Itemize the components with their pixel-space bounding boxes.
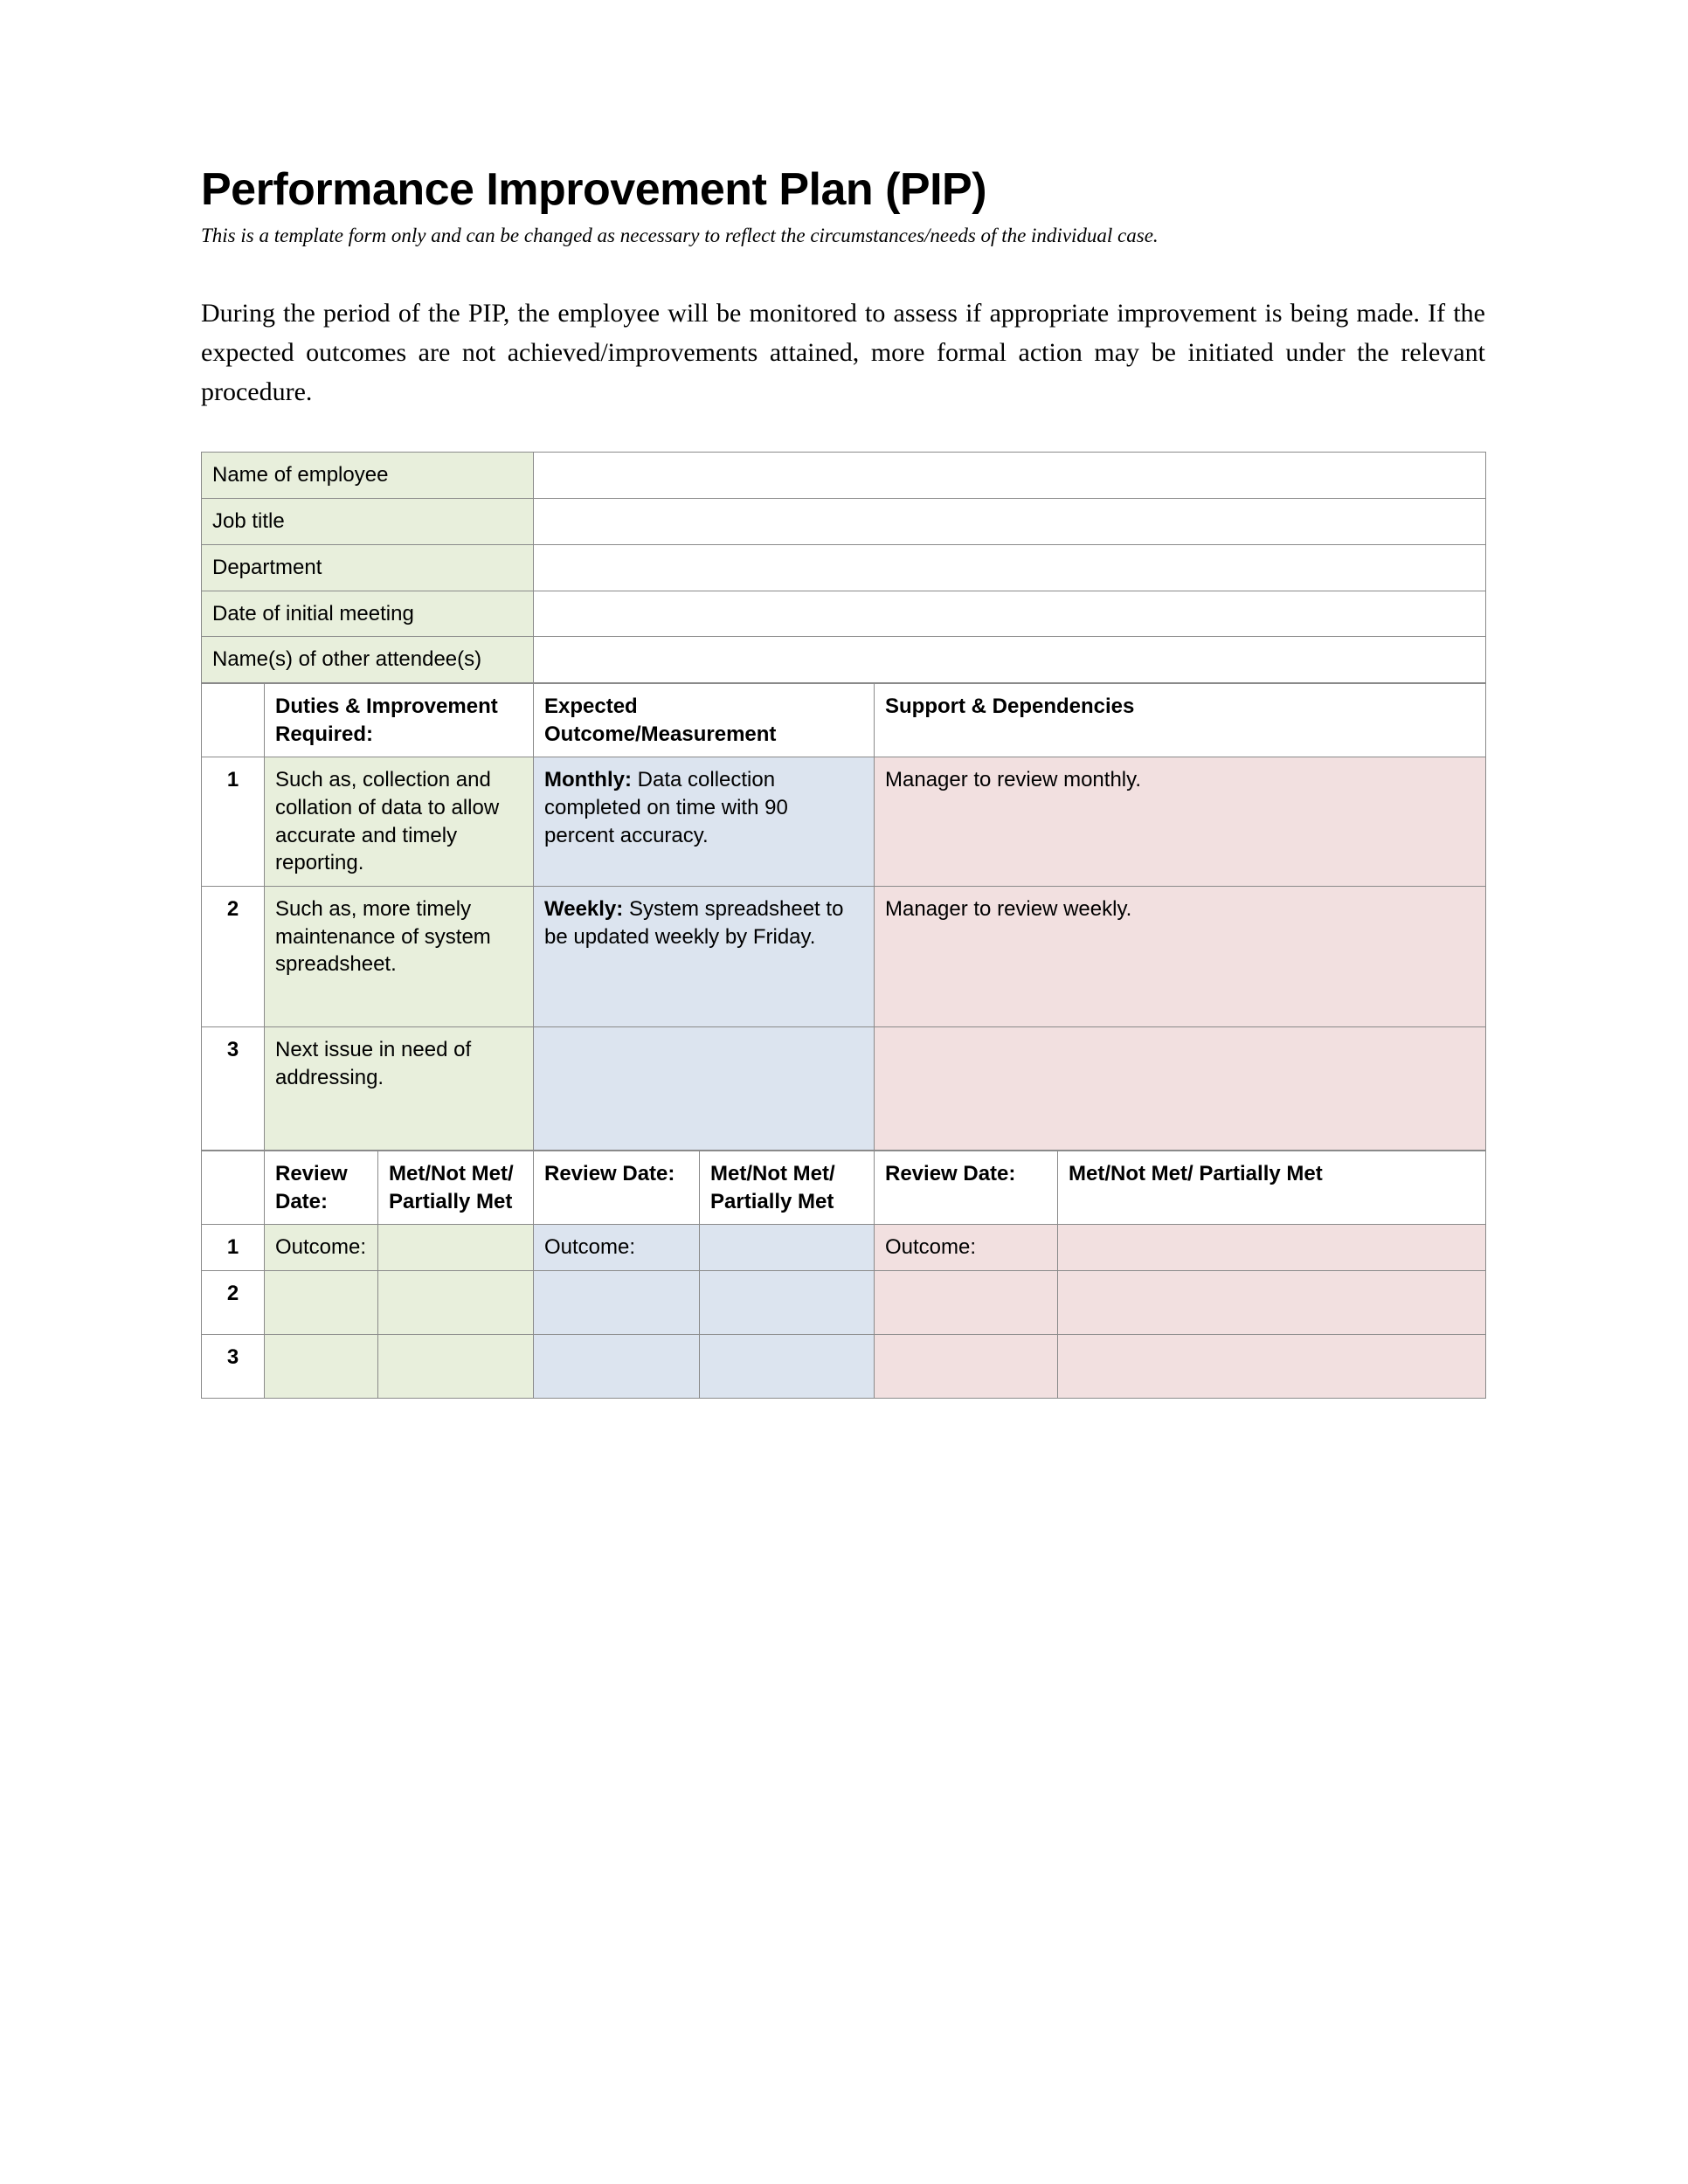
header-duties: Duties & Improvement Required: [265,683,534,757]
review-outcome-table [201,1151,1486,1399]
review-outcome-3-2[interactable] [534,1334,700,1398]
table-row [202,886,1486,1026]
table-row [202,637,1486,683]
row-number-2: 2 [202,886,265,1026]
review-met-1-1[interactable] [378,1225,534,1271]
header-review-date-1: Review Date: [265,1151,378,1224]
support-cell-3[interactable] [875,1026,1486,1150]
support-cell-2[interactable]: Manager to review weekly. [875,886,1486,1026]
table-row [202,757,1486,887]
review-row-number-2: 2 [202,1270,265,1334]
row-number-1: 1 [202,757,265,887]
review-outcome-2-3[interactable] [875,1270,1058,1334]
review-outcome-1-1[interactable]: Outcome: [265,1225,378,1271]
review-met-2-3[interactable] [1058,1270,1486,1334]
field-label-department: Department [202,544,534,591]
table-row [202,499,1486,545]
duties-cell-2[interactable]: Such as, more timely maintenance of system spreadsheet. [265,886,534,1026]
table-row [202,544,1486,591]
review-outcome-2-2[interactable] [534,1270,700,1334]
review-met-2-1[interactable] [378,1270,534,1334]
table-row [202,1026,1486,1150]
outcome-text-2: System spreadsheet to be updated weekly by Friday. [544,896,844,949]
table-row [202,1270,1486,1334]
field-label-name-of-employee: Name of employee [202,453,534,499]
header-number [202,683,265,757]
review-met-3-3[interactable] [1058,1334,1486,1398]
duties-cell-1[interactable]: Such as, collection and collation of data to allow accurate and timely reporting. [265,757,534,887]
header-review-date-3: Review Date: [875,1151,1058,1224]
header-review-date-2: Review Date: [534,1151,700,1224]
outcome-lead-1: Monthly: [544,768,632,792]
improvement-plan-table [201,683,1486,1151]
review-outcome-1-2[interactable]: Outcome: [534,1225,700,1271]
field-input-department[interactable] [534,544,1486,591]
review-met-2-2[interactable] [700,1270,875,1334]
page-title: Performance Improvement Plan (PIP) [201,164,987,215]
field-input-other-attendees[interactable] [534,637,1486,683]
review-row-number-1: 1 [202,1225,265,1271]
table-row [202,1225,1486,1271]
row-number-3: 3 [202,1026,265,1150]
review-outcome-2-1[interactable] [265,1270,378,1334]
employee-details-table [201,452,1486,682]
field-input-date-of-initial-meeting[interactable] [534,591,1486,637]
table-header-row [202,1151,1486,1224]
outcome-cell-3[interactable] [534,1026,875,1150]
review-met-1-2[interactable] [700,1225,875,1271]
field-input-job-title[interactable] [534,499,1486,545]
outcome-cell-2[interactable] [534,886,875,1026]
review-outcome-3-1[interactable] [265,1334,378,1398]
outcome-text-1: Data collection completed on time with 90 percent accuracy. [544,768,788,847]
page-subtitle: This is a template form only and can be changed as necessary to reflect the circumstances/needs of the individual case. [201,224,1159,246]
header-expected-outcome: Expected Outcome/Measurement [534,683,875,757]
support-cell-1[interactable]: Manager to review monthly. [875,757,1486,887]
field-input-name-of-employee[interactable] [534,453,1486,499]
header-met-status-1: Met/Not Met/ Partially Met [378,1151,534,1224]
field-label-date-of-initial-meeting: Date of initial meeting [202,591,534,637]
header-met-status-2: Met/Not Met/ Partially Met [700,1151,875,1224]
outcome-cell-1[interactable] [534,757,875,887]
field-label-other-attendees: Name(s) of other attendee(s) [202,637,534,683]
table-row [202,453,1486,499]
review-met-1-3[interactable] [1058,1225,1486,1271]
header-review-number [202,1151,265,1224]
review-outcome-3-3[interactable] [875,1334,1058,1398]
review-row-number-3: 3 [202,1334,265,1398]
table-row [202,1334,1486,1398]
header-support-dependencies: Support & Dependencies [875,683,1486,757]
table-row [202,591,1486,637]
review-outcome-1-3[interactable]: Outcome: [875,1225,1058,1271]
review-met-3-1[interactable] [378,1334,534,1398]
field-label-job-title: Job title [202,499,534,545]
table-header-row [202,683,1486,757]
header-met-status-3: Met/Not Met/ Partially Met [1058,1151,1486,1224]
review-met-3-2[interactable] [700,1334,875,1398]
outcome-lead-2: Weekly: [544,896,624,921]
duties-cell-3[interactable]: Next issue in need of addressing. [265,1026,534,1150]
intro-paragraph: During the period of the PIP, the employee will be monitored to assess if appropriate improvement is being made. If the expected outcomes are not achieved/improvements attained, more formal action may be initiated under the relevant procedure. [201,299,1485,407]
